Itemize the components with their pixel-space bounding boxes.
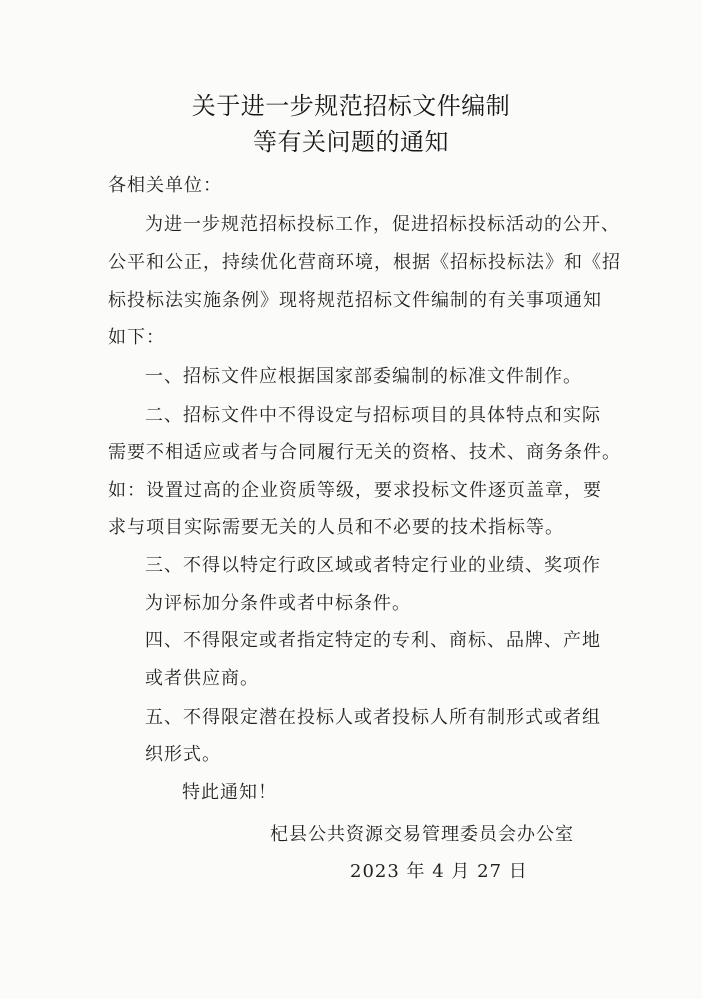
body-line: 标投标法实施条例》现将规范招标文件编制的有关事项通知 [108, 290, 602, 311]
salutation: 各相关单位： [108, 175, 222, 196]
body-line: 一、招标文件应根据国家部委编制的标准文件制作。 [145, 366, 582, 387]
closing-line: 特此通知！ [182, 782, 277, 803]
body-line: 三、不得以特定行政区域或者特定行业的业绩、奖项作 [145, 555, 601, 576]
notice-title-line-1: 关于进一步规范招标文件编制 [191, 92, 511, 120]
body-line: 二、招标文件中不得设定与招标项目的具体特点和实际 [145, 405, 601, 426]
body-line: 或者供应商。 [145, 668, 259, 689]
body-line: 为评标加分条件或者中标条件。 [145, 593, 411, 614]
body-line: 织形式。 [145, 744, 221, 765]
body-line: 如下： [108, 327, 165, 348]
body-line: 如：设置过高的企业资质等级，要求投标文件逐页盖章，要 [108, 480, 602, 501]
body-line: 为进一步规范招标投标工作，促进招标投标活动的公开、 [145, 214, 620, 235]
body-line: 公平和公正，持续优化营商环境，根据《招标投标法》和《招 [108, 252, 621, 273]
notice-title-line-2: 等有关问题的通知 [253, 128, 449, 156]
body-line: 五、不得限定潜在投标人或者投标人所有制形式或者组 [145, 707, 601, 728]
body-line: 需要不相适应或者与合同履行无关的资格、技术、商务条件。 [108, 442, 621, 463]
signature-organization: 杞县公共资源交易管理委员会办公室 [270, 824, 574, 845]
body-line: 四、不得限定或者指定特定的专利、商标、品牌、产地 [145, 630, 601, 651]
body-line: 求与项目实际需要无关的人员和不必要的技术指标等。 [108, 517, 564, 538]
signature-date: 2023 年 4 月 27 日 [350, 861, 528, 882]
